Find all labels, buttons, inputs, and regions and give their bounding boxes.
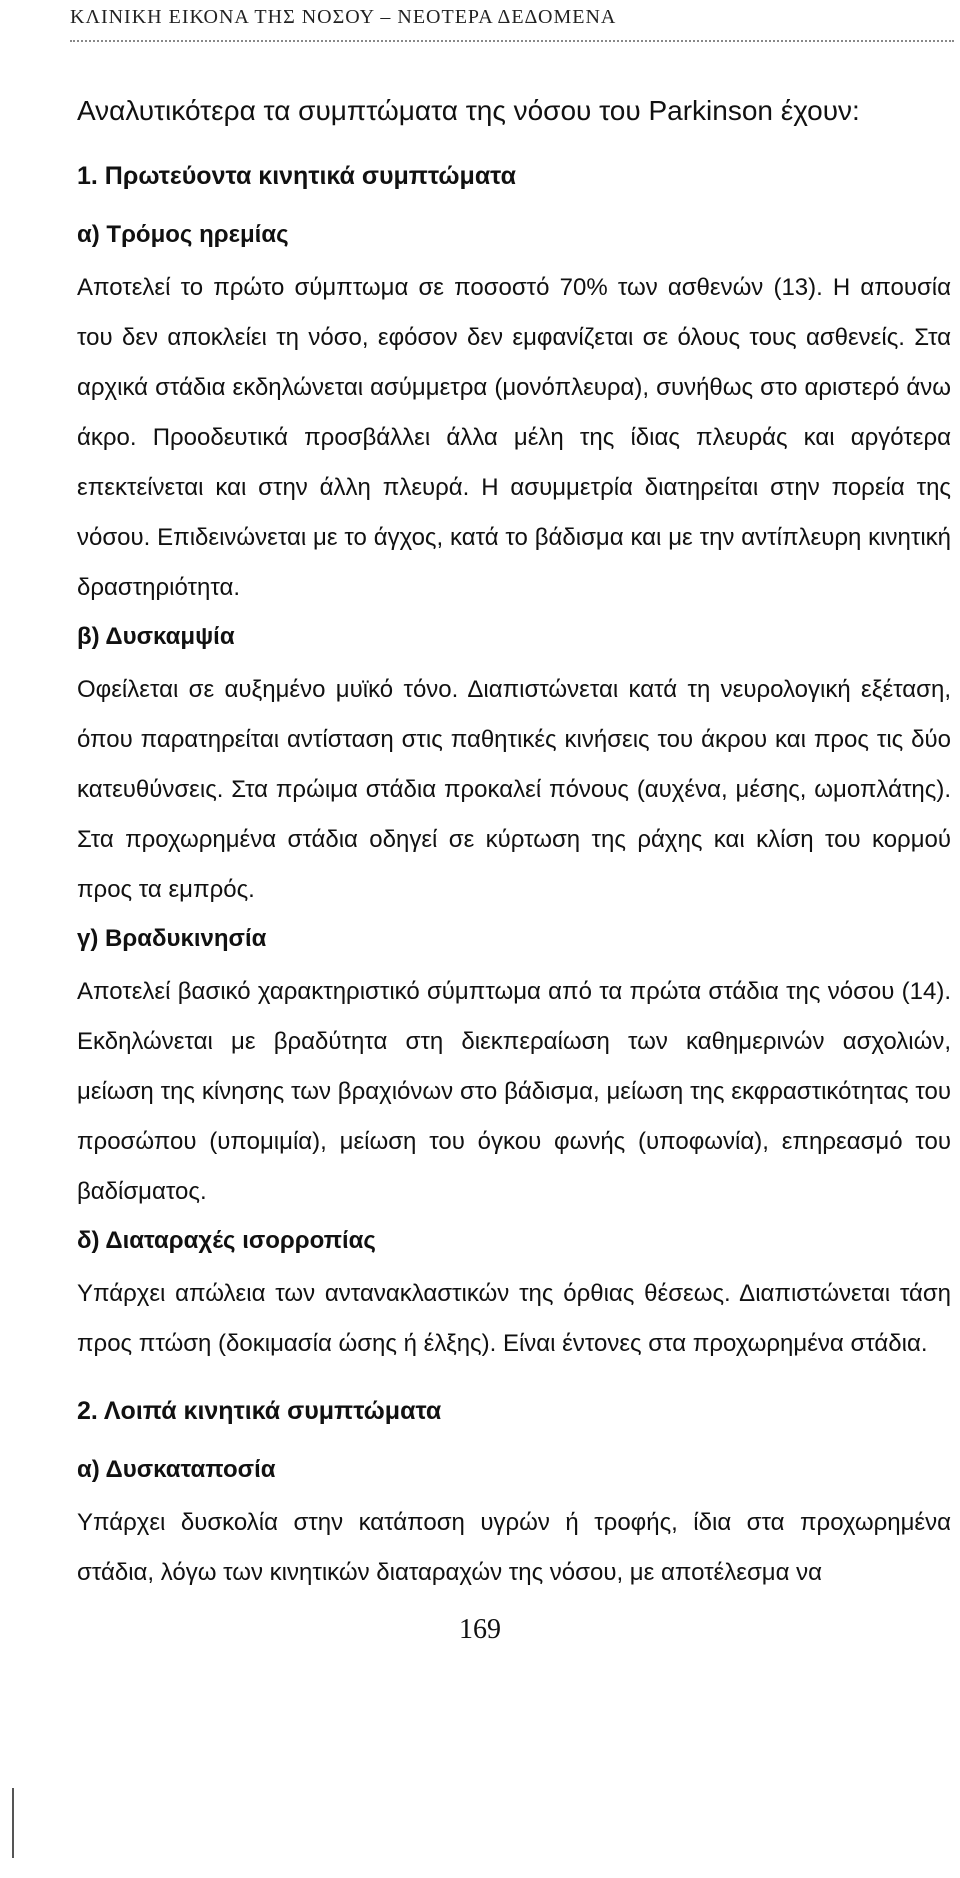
page-content	[77, 95, 951, 1608]
subsection-balance-heading: δ) Διαταραχές ισορροπίας	[77, 1227, 376, 1254]
section-1-heading: 1. Πρωτεύοντα κινητικά συμπτώματα	[77, 162, 517, 190]
running-header: ΚΛΙΝΙΚΗ ΕΙΚΟΝΑ ΤΗΣ ΝΟΣΟΥ – ΝΕΟΤΕΡΑ ΔΕΔΟΜΕΝΑ	[70, 6, 617, 28]
subsection-balance-text: Υπάρχει απώλεια των αντανακλαστικών της όρθιας θέσεως. Διαπιστώνεται τάση προς πτώση (δοκιμασία ώσης ή έλξης). Είναι έντονες στα προχωρημένα στάδια.	[77, 1280, 951, 1357]
subsection-tremor-text: Αποτελεί το πρώτο σύμπτωμα σε ποσοστό 70% των ασθενών (13). Η απουσία του δεν αποκλείει τη νόσο, εφόσον δεν εμφανίζεται σε όλους τους ασθενείς. Στα αρχικά στάδια εκδηλώνεται ασύμμετρα (μονόπλευρα), συνήθως στο αριστερό άνω άκρο. Προοδευτικά προσβάλλει άλλα μέλη της ίδιας πλευράς και αργότερα επεκτείνεται και στην άλλη πλευρά. Η ασυμμετρία διατηρείται στην πορεία της νόσου. Επιδεινώνεται με το άγχος, κατά το βάδισμα και με την αντίπλευρη κινητική δραστηριότητα.	[77, 274, 951, 601]
subsection-rigidity-heading: β) Δυσκαμψία	[77, 623, 235, 650]
page-number: 169	[459, 1614, 501, 1645]
subsection-rigidity-text: Οφείλεται σε αυξημένο μυϊκό τόνο. Διαπιστώνεται κατά τη νευρολογική εξέταση, όπου παρατηρείται αντίσταση στις παθητικές κινήσεις του άκρου και προς τις δύο κατευθύνσεις. Στα πρώιμα στάδια προκαλεί πόνους (αυχένα, μέσης, ωμοπλάτης). Στα προχωρημένα στάδια οδηγεί σε κύρτωση της ράχης και κλίση του κορμού προς τα εμπρός.	[77, 676, 951, 903]
subsection-bradykinesia-heading: γ) Βραδυκινησία	[77, 925, 267, 952]
main-heading: Αναλυτικότερα τα συμπτώματα της νόσου του Parkinson έχουν:	[77, 95, 860, 126]
subsection-dysphagia-text: Υπάρχει δυσκολία στην κατάποση υγρών ή τροφής, ίδια στα προχωρημένα στάδια, λόγω των κινητικών διαταραχών της νόσου, με αποτέλεσμα να	[77, 1509, 951, 1586]
subsection-tremor-heading: α) Τρόμος ηρεμίας	[77, 221, 289, 248]
subsection-bradykinesia-text: Αποτελεί βασικό χαρακτηριστικό σύμπτωμα από τα πρώτα στάδια της νόσου (14). Εκδηλώνεται με βραδύτητα στη διεκπεραίωση των καθημερινών ασχολιών, μείωση της κίνησης των βραχιόνων στο βάδισμα, μείωση της εκφραστικότητας του προσώπου (υπομιμία), μείωση του όγκου φωνής (υποφωνία), επηρεασμό του βαδίσματος.	[77, 978, 951, 1205]
margin-mark	[12, 1788, 14, 1858]
header-divider	[70, 40, 954, 42]
subsection-dysphagia-heading: α) Δυσκαταποσία	[77, 1456, 276, 1483]
section-2-heading: 2. Λοιπά κινητικά συμπτώματα	[77, 1397, 442, 1425]
